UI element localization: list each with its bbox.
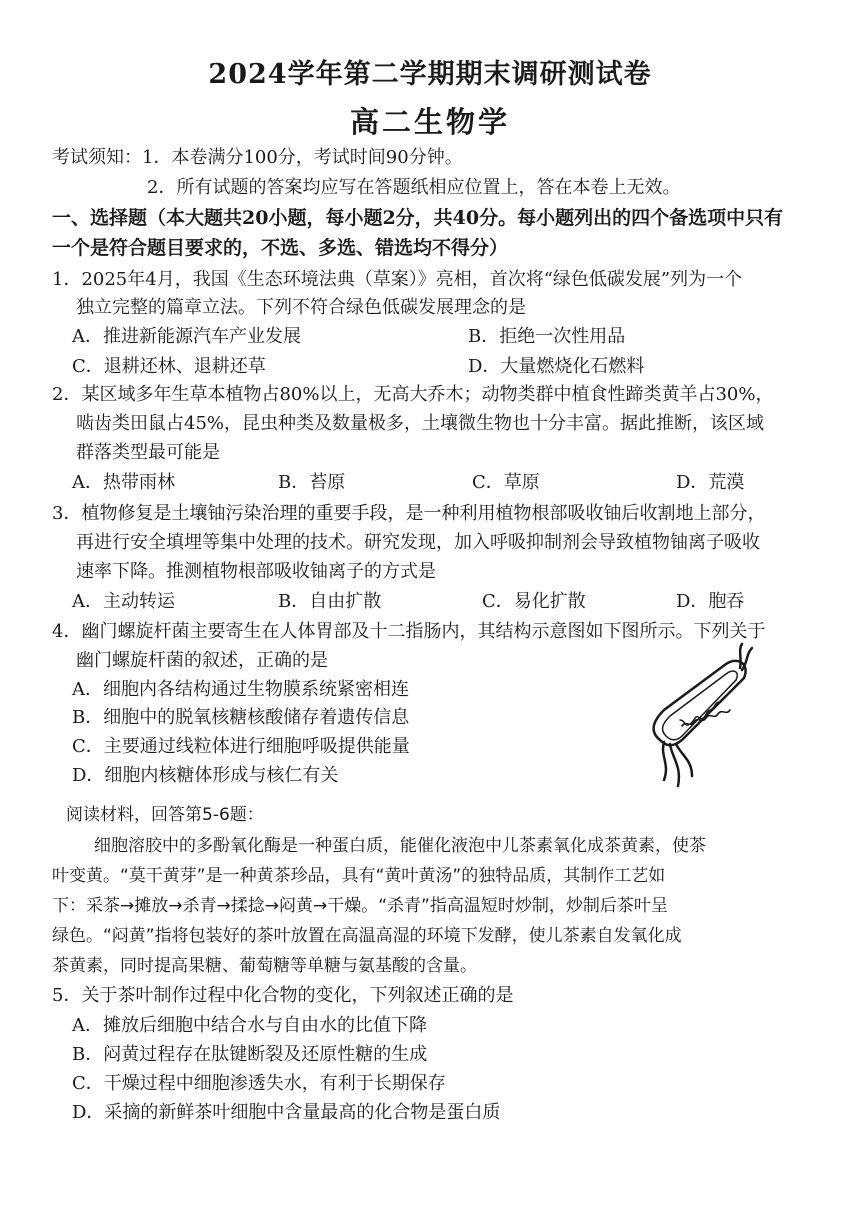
q3-option-b: B．自由扩散 bbox=[278, 591, 382, 612]
q4-stem-1: 4．幽门螺旋杆菌主要寄生在人体胃部及十二指肠内，其结构示意图如下图所示。下列关于 bbox=[52, 621, 766, 642]
q1-option-a: A．推进新能源汽车产业发展 bbox=[72, 326, 301, 347]
reading-line-5: 茶黄素，同时提高果糖、葡萄糖等单糖与氨基酸的含量。 bbox=[52, 956, 477, 976]
q2-option-c: C．草原 bbox=[472, 472, 540, 493]
q5-option-a: A．摊放后细胞中结合水与自由水的比值下降 bbox=[72, 1015, 427, 1036]
q2-stem-1: 2．某区域多年生草本植物占80%以上，无高大乔木；动物类群中植食性蹄类黄羊占30%， bbox=[52, 384, 774, 405]
q1-option-d: D．大量燃烧化石燃料 bbox=[468, 356, 645, 377]
q1-stem-1: 1．2025年4月，我国《生态环境法典（草案）》亮相，首次将“绿色低碳发展”列为一个 bbox=[52, 269, 743, 290]
reading-line-2: 叶变黄。“莫干黄芽”是一种黄茶珍品，具有“黄叶黄汤”的独特品质，其制作工艺如 bbox=[52, 866, 666, 886]
reading-line-1: 细胞溶胶中的多酚氧化酶是一种蛋白质，能催化液泡中儿茶素氧化成茶黄素，使茶 bbox=[94, 836, 706, 856]
section-heading-1: 一、选择题（本大题共20小题，每小题2分，共40分。每小题列出的四个备选项中只有 bbox=[52, 207, 784, 229]
section-heading-2: 一个是符合题目要求的，不选、多选、错选均不得分） bbox=[52, 237, 509, 259]
q3-stem-3: 速率下降。推测植物根部吸收铀离子的方式是 bbox=[76, 561, 436, 582]
q3-option-c: C．易化扩散 bbox=[482, 591, 586, 612]
q1-option-b: B．拒绝一次性用品 bbox=[468, 326, 626, 347]
q4-option-b: B．细胞中的脱氧核糖核酸储存着遗传信息 bbox=[72, 707, 410, 728]
q2-option-d: D．荒漠 bbox=[676, 472, 745, 493]
q5-option-b: B．闷黄过程存在肽键断裂及还原性糖的生成 bbox=[72, 1044, 428, 1065]
helicobacter-pylori-icon bbox=[630, 640, 760, 790]
q4-stem-2: 幽门螺旋杆菌的叙述，正确的是 bbox=[76, 650, 328, 671]
q5-option-d: D．采摘的新鲜茶叶细胞中含量最高的化合物是蛋白质 bbox=[72, 1102, 501, 1123]
q4-option-a: A．细胞内各结构通过生物膜系统紧密相连 bbox=[72, 679, 409, 700]
q2-stem-2: 啮齿类田鼠占45%，昆虫种类及数量极多，土壤微生物也十分丰富。据此推断，该区域 bbox=[76, 413, 765, 434]
q3-option-d: D．胞吞 bbox=[676, 591, 745, 612]
q3-stem-1: 3．植物修复是土壤铀污染治理的重要手段，是一种利用植物根部吸收铀后收割地上部分， bbox=[52, 503, 766, 524]
q4-option-d: D．细胞内核糖体形成与核仁有关 bbox=[72, 765, 339, 786]
q3-option-a: A．主动转运 bbox=[72, 591, 175, 612]
reading-line-3: 下：采茶→摊放→杀青→揉捻→闷黄→干燥。“杀青”指高温短时炒制，炒制后茶叶呈 bbox=[52, 896, 668, 916]
exam-notice-2: 2．所有试题的答案均应写在答题纸相应位置上，答在本卷上无效。 bbox=[147, 177, 681, 198]
page-subtitle: 高二生物学 bbox=[349, 105, 510, 139]
q5-stem: 5．关于茶叶制作过程中化合物的变化，下列叙述正确的是 bbox=[52, 985, 514, 1006]
q2-option-a: A．热带雨林 bbox=[72, 472, 175, 493]
q1-option-c: C．退耕还林、退耕还草 bbox=[72, 356, 266, 377]
q2-option-b: B．苔原 bbox=[278, 472, 346, 493]
q5-option-c: C．干燥过程中细胞渗透失水，有利于长期保存 bbox=[72, 1073, 446, 1094]
page-title: 2024学年第二学期期末调研测试卷 bbox=[208, 59, 652, 90]
q3-stem-2: 再进行安全填埋等集中处理的技术。研究发现，加入呼吸抑制剂会导致植物铀离子吸收 bbox=[76, 532, 760, 553]
reading-intro: 阅读材料，回答第5-6题： bbox=[66, 805, 264, 825]
q1-stem-2: 独立完整的篇章立法。下列不符合绿色低碳发展理念的是 bbox=[76, 297, 526, 318]
q2-stem-3: 群落类型最可能是 bbox=[76, 442, 220, 463]
exam-notice-1: 考试须知：1．本卷满分100分，考试时间90分钟。 bbox=[52, 147, 463, 168]
reading-line-4: 绿色。“闷黄”指将包装好的茶叶放置在高温高湿的环境下发酵，使儿茶素自发氧化成 bbox=[52, 926, 682, 946]
q4-option-c: C．主要通过线粒体进行细胞呼吸提供能量 bbox=[72, 736, 410, 757]
